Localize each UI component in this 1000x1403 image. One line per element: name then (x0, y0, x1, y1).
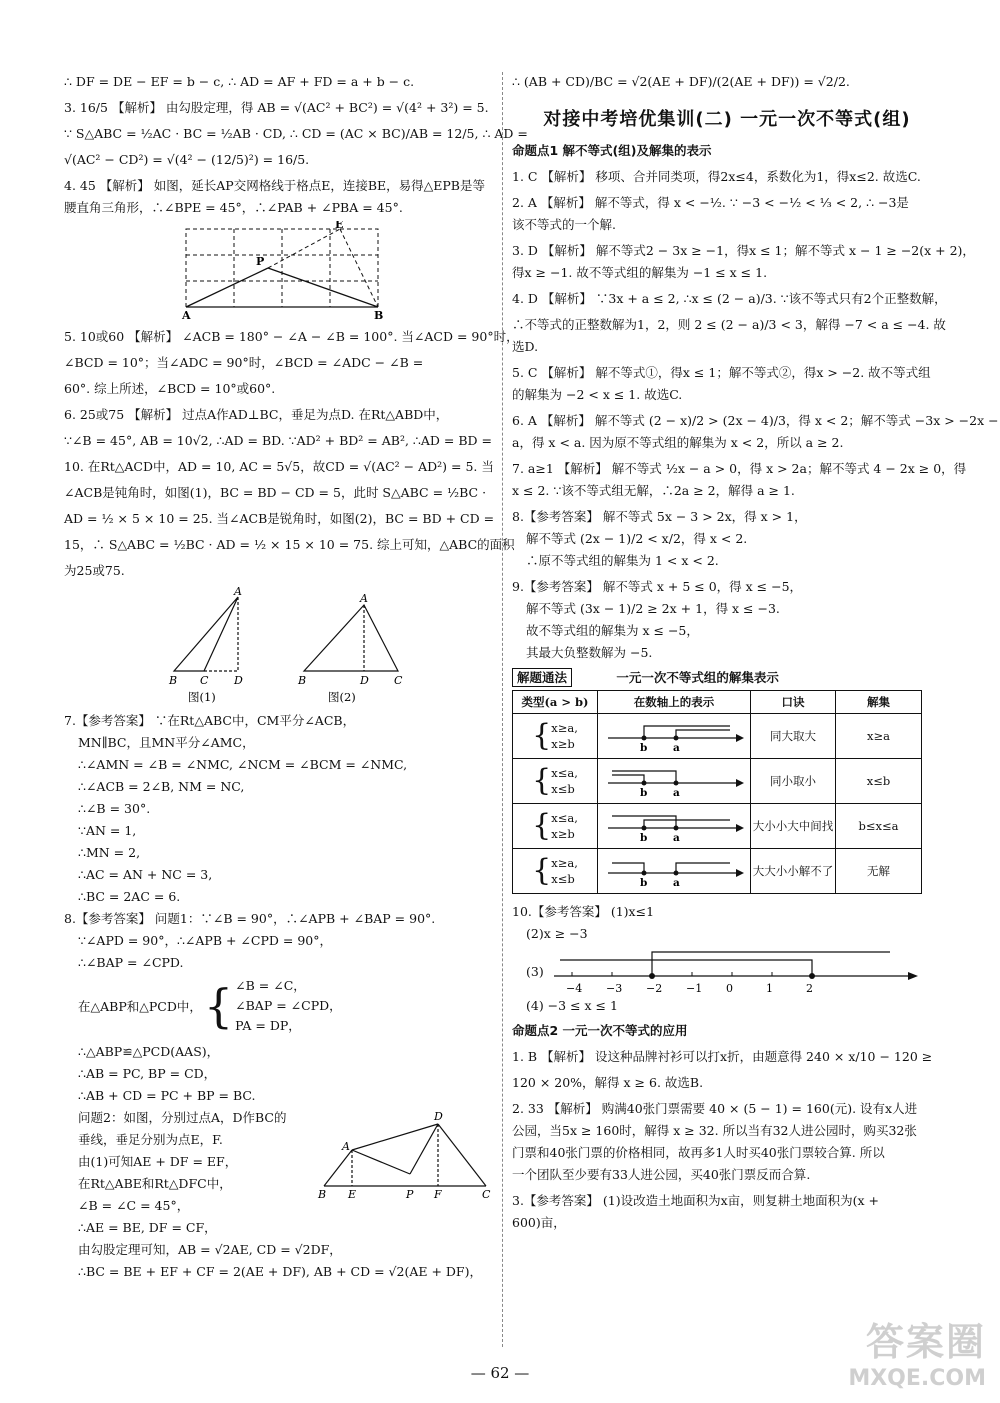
table-row (513, 714, 922, 759)
item-line: 解不等式 (3x − 1)/2 ≥ 2x + 1，得 x ≤ −3. (526, 601, 780, 616)
fig1-label-c: C (200, 674, 209, 687)
table-header: 解集 (836, 691, 922, 714)
watermark-cn: 答案圈 (865, 1320, 986, 1364)
q8-line: 垂线，垂足分别为点E，F. (78, 1132, 223, 1147)
app-line: 2. 33 【解析】 购满40张门票需要 40 × (5 − 1) = 160(元). 设有x人进 (512, 1101, 918, 1116)
q3-line: √(AC² − CD²) = √(4² − (12/5)²) = 16/5. (64, 152, 310, 167)
q8-line: 8.【参考答案】 问题1：∵∠B = 90°，∴∠APB + ∠BAP = 90°. (64, 911, 436, 926)
set-cell: 无解 (836, 849, 922, 894)
fig2-caption: 图(2) (328, 690, 356, 704)
app-line: 门票和40张门票的价格相同，故再多1人时买40张门票较合算. 所以 (512, 1145, 885, 1160)
label-a: a (673, 741, 680, 754)
methods-header (512, 668, 942, 686)
q8-line: ∴∠BAP = ∠CPD. (78, 955, 184, 970)
q8-system (64, 976, 492, 1036)
item-line: 3. D 【解析】 解不等式2 − 3x ≥ −1，得x ≤ 1；解不等式 x − 1 ≥ −2(x + 2)， (512, 243, 975, 258)
label-e: E (335, 221, 344, 231)
grid-figure-q4 (64, 221, 492, 321)
q8-line: ∴AB = PC, BP = CD， (78, 1066, 217, 1081)
trapezoid-figure-q8 (314, 1100, 494, 1200)
item-line: 该不等式的一个解. (512, 217, 616, 232)
label-e: E (348, 1188, 357, 1200)
sys-cond: x≥a, (551, 856, 578, 870)
q5-block (64, 327, 519, 398)
q10-line: (2)x ≥ −3 (526, 926, 588, 941)
rule-cell: 大大小小解不了 (751, 849, 836, 894)
axis-tick-label: −1 (685, 982, 702, 995)
label-p: P (256, 255, 265, 268)
app-line: 一个团队至少要有33人进公园，买40张门票反而合算. (512, 1167, 811, 1182)
q3-block (64, 98, 528, 169)
q8-line: 由(1)可知AE + DF = EF， (78, 1154, 238, 1169)
rule-cell: 大小小大中间找 (751, 804, 836, 849)
methods-box: 解题通法 (512, 668, 572, 687)
q7-line: ∴∠B = 30°. (78, 801, 151, 816)
q8-line: ∴BC = BE + EF + CF = 2(AE + DF), AB + CD = √2(AE + DF)， (78, 1264, 482, 1279)
table-header: 口诀 (751, 691, 836, 714)
q4-block (64, 176, 492, 217)
brace-icon: { (532, 853, 552, 888)
triangle-figures-q6 (64, 587, 492, 705)
q8-line: ∵∠APD = 90°，∴∠APB + ∠CPD = 90°， (78, 933, 332, 948)
column-divider (502, 72, 503, 1347)
fig2-label-a: A (360, 592, 368, 605)
q10-block (512, 902, 942, 1015)
q3-line: 3. 16/5 【解析】 由勾股定理，得 AB = √(AC² + BC²) = √(4² + 3²) = 5. (64, 100, 489, 115)
q8-line: 由勾股定理可知，AB = √2AE, CD = √2DF， (78, 1242, 342, 1257)
label-a: a (673, 786, 680, 799)
sys-cond: x≥b (551, 737, 575, 751)
q8-cond: ∠B = ∠C， (235, 978, 306, 993)
section-title: 对接中考培优集训(二) 一元一次不等式(组) (543, 109, 911, 130)
table-header: 在数轴上的表示 (598, 691, 751, 714)
watermark-url: MXQE.COM (848, 1366, 986, 1391)
item-line: 故不等式组的解集为 x ≤ −5， (526, 623, 699, 638)
q6-line: 10. 在Rt△ACD中，AD = 10, AC = 5√5，故CD = √(AC² − AD²) = 5. 当 (64, 459, 494, 474)
table-row (513, 759, 922, 804)
label-b: b (640, 876, 648, 889)
set-cell: b≤x≤a (836, 804, 922, 849)
q6-line: ∠ACB是钝角时，如图(1)，BC = BD − CD = 5，此时 S△ABC = ½BC · (64, 485, 487, 500)
q10-line: (4) −3 ≤ x ≤ 1 (526, 998, 618, 1013)
fig2-label-b: B (298, 674, 307, 687)
fig1-caption: 图(1) (188, 690, 216, 704)
axis-tick-label: −3 (605, 982, 622, 995)
q7-line: ∴AC = AN + NC = 3, (78, 867, 213, 882)
item-line: 4. D 【解析】 ∵3x + a ≤ 2, ∴x ≤ (2 − a)/3. ∵该不等式只有2个正整数解， (512, 291, 947, 306)
label-p: P (406, 1188, 414, 1200)
brace-icon: { (203, 979, 234, 1033)
sys-cond: x≥a, (551, 721, 578, 735)
label-f: F (434, 1188, 442, 1200)
right-top-line: ∴ (AB + CD)/BC = √2(AE + DF)/(2(AE + DF)) = √2/2. (512, 74, 850, 89)
q3-line: ∵ S△ABC = ½AC · BC = ½AB · CD, ∴ CD = (AC × BC)/AB = 12/5, ∴ AD = (64, 126, 528, 141)
numberline-diagram (604, 761, 744, 799)
q7-line: ∴∠ACB = 2∠B, NM = NC, (78, 779, 245, 794)
q8-line: 在Rt△ABE和Rt△DFC中， (78, 1176, 232, 1191)
item-line: 6. A 【解析】 解不等式 (2 − x)/2 > (2x − 4)/3，得 x < 2；解不等式 −3x > −2x − (512, 413, 999, 428)
solution-table (512, 690, 922, 894)
q4-line: 腰直角三角形，∴∠BPE = 45°，∴∠PAB + ∠PBA = 45°. (64, 200, 403, 215)
fig2-label-d: D (360, 674, 369, 687)
q8-line: ∴AB + CD = PC + BP = BC. (78, 1088, 256, 1103)
set-cell: x≤b (836, 759, 922, 804)
q7-line: ∴BC = 2AC = 6. (78, 889, 181, 904)
app-line: 600)亩， (512, 1215, 566, 1230)
q8-block (64, 909, 492, 1281)
line-df: ∴ DF = DE − EF = b − c, ∴ AD = AF + FD = a + b − c. (64, 74, 415, 89)
fig1-label-b: B (169, 674, 178, 687)
point2-heading: 命题点2 一元一次不等式的应用 (512, 1023, 688, 1038)
axis-tick-label: 2 (805, 982, 813, 995)
brace-icon: { (532, 718, 552, 753)
q10-line: 10.【参考答案】 (1)x≤1 (512, 904, 655, 919)
item-line: ∴不等式的正整数解为1，2，则 2 ≤ (2 − a)/3 < 3，解得 −7 < a ≤ −4. 故 (512, 317, 946, 332)
q6-line: ∵∠B = 45°, AB = 10√2, ∴AD = BD. ∵AD² + BD² = AB², ∴AD = BD = (64, 433, 492, 448)
item-line: 8.【参考答案】 解不等式 5x − 3 > 2x，得 x > 1， (512, 509, 807, 524)
brace-icon: { (532, 763, 552, 798)
sys-cond: x≤b (551, 782, 575, 796)
item-line: 2. A 【解析】 解不等式，得 x < −½. ∵ −3 < −½ < ⅓ < 2, ∴ −3是 (512, 195, 909, 210)
methods-title: 一元一次不等式组的解集表示 (616, 670, 779, 685)
label-b: B (318, 1188, 327, 1200)
q6-line: 6. 25或75 【解析】 过点A作AD⊥BC，垂足为点D. 在Rt△ABD中， (64, 407, 449, 422)
app-line: 公园，当5x ≥ 160时，解得 x ≥ 32. 所以当有32人进公园时，购买32张 (512, 1123, 917, 1138)
page-number: — 62 — (470, 1364, 530, 1382)
axis-tick-label: 1 (765, 982, 773, 995)
app-line: 3.【参考答案】 (1)设改造土地面积为x亩，则复耕土地面积为(x + (512, 1193, 880, 1208)
app-line: 1. B 【解析】 设这种品牌衬衫可以打x折，由题意得 240 × x/10 − 120 ≥ (512, 1049, 933, 1064)
number-line-q10 (550, 946, 920, 996)
label-c: C (482, 1188, 491, 1200)
item-line: 7. a≥1 【解析】 解不等式 ½x − a > 0，得 x > 2a；解不等式 4 − 2x ≥ 0，得 (512, 461, 967, 476)
label-a: A (182, 309, 191, 321)
sys-cond: x≤a, (551, 766, 578, 780)
label-a: A (342, 1140, 350, 1153)
item-line: 5. C 【解析】 解不等式①，得x ≤ 1；解不等式②，得x > −2. 故不等式组 (512, 365, 931, 380)
fig1-label-a: A (234, 587, 242, 598)
item-line: ∴原不等式组的解集为 1 < x < 2. (526, 553, 719, 568)
q6-line: 15，∴ S△ABC = ½BC · AD = ½ × 15 × 10 = 75. 综上可知，△ABC的面积 (64, 537, 515, 552)
q8-line: ∴△ABP≌△PCD(AAS)， (78, 1044, 220, 1059)
item-line: 得x ≥ −1. 故不等式组的解集为 −1 ≤ x ≤ 1. (512, 265, 768, 280)
rule-cell: 同小取小 (751, 759, 836, 804)
label-a: a (673, 831, 680, 844)
item-line: 其最大负整数解为 −5. (526, 645, 653, 660)
axis-tick-label: 0 (725, 982, 733, 995)
set-cell: x≥a (836, 714, 922, 759)
watermark (848, 1311, 986, 1391)
fig2-label-c: C (394, 674, 403, 687)
table-row (513, 804, 922, 849)
fig1-label-d: D (234, 674, 243, 687)
q8-line: ∴AE = BE, DF = CF， (78, 1220, 217, 1235)
table-row (513, 849, 922, 894)
q10-line: (3) (526, 963, 544, 979)
q7-line: ∵AN = 1, (78, 823, 137, 838)
axis-tick-label: −4 (565, 982, 582, 995)
item-line: 1. C 【解析】 移项、合并同类项，得2x≤4，系数化为1，得x≤2. 故选C. (512, 169, 921, 184)
right-column (512, 72, 999, 1239)
label-b: b (640, 786, 648, 799)
q7-line: ∴∠AMN = ∠B = ∠NMC, ∠NCM = ∠BCM = ∠NMC, (78, 757, 408, 772)
q8-line: ∠B = ∠C = 45°， (78, 1198, 190, 1213)
q5-line: ∠BCD = 10°；当∠ADC = 90°时，∠BCD = ∠ADC − ∠B = (64, 355, 424, 370)
label-b: B (374, 309, 384, 321)
label-b: b (640, 831, 648, 844)
q7-line: MN∥BC，且MN平分∠AMC， (78, 735, 255, 750)
q5-line: 60°. 综上所述，∠BCD = 10°或60°. (64, 381, 276, 396)
item-line: a，得 x < a. 因为原不等式组的解集为 x < 2，所以 a ≥ 2. (512, 435, 844, 450)
table-header: 类型(a > b) (513, 691, 598, 714)
app-line: 120 × 20%，解得 x ≥ 6. 故选B. (512, 1075, 704, 1090)
rule-cell: 同大取大 (751, 714, 836, 759)
q8-system-pre: 在△ABP和△PCD中， (78, 999, 202, 1014)
q7-line: ∴MN = 2, (78, 845, 141, 860)
q8-line: 问题2：如图，分别过点A，D作BC的 (78, 1110, 287, 1125)
point1-items (512, 167, 999, 662)
q7-line: 7.【参考答案】 ∵在Rt△ABC中，CM平分∠ACB， (64, 713, 356, 728)
q7-block (64, 711, 492, 906)
item-line: 选D. (512, 339, 539, 354)
numberline-diagram (604, 806, 744, 844)
q6-line: AD = ½ × 5 × 10 = 25. 当∠ACB是锐角时，如图(2)，BC = BD + CD = (64, 511, 495, 526)
brace-icon: { (532, 808, 552, 843)
item-line: 解不等式 (2x − 1)/2 < x/2，得 x < 2. (526, 531, 748, 546)
q8-cond: PA = DP， (235, 1018, 301, 1033)
item-line: 的解集为 −2 < x ≤ 1. 故选C. (512, 387, 683, 402)
numberline-diagram (604, 851, 744, 889)
q6-block (64, 405, 515, 580)
q8-cond: ∠BAP = ∠CPD， (235, 998, 342, 1013)
item-line: 9.【参考答案】 解不等式 x + 5 ≤ 0，得 x ≤ −5， (512, 579, 803, 594)
point2-items (512, 1047, 942, 1232)
point1-heading: 命题点1 解不等式(组)及解集的表示 (512, 143, 712, 158)
sys-cond: x≤b (551, 872, 575, 886)
sys-cond: x≥b (551, 827, 575, 841)
label-b: b (640, 741, 648, 754)
q6-line: 为25或75. (64, 563, 125, 578)
q4-line: 4. 45 【解析】 如图，延长AP交网格线于格点E，连接BE，易得△EPB是等 (64, 178, 485, 193)
sys-cond: x≤a, (551, 811, 578, 825)
label-a: a (673, 876, 680, 889)
axis-tick-label: −2 (645, 982, 662, 995)
item-line: x ≤ 2. ∵该不等式组无解，∴2a ≥ 2，解得 a ≥ 1. (512, 483, 795, 498)
label-d: D (434, 1110, 443, 1123)
numberline-diagram (604, 716, 744, 754)
q5-line: 5. 10或60 【解析】 ∠ACB = 180° − ∠A − ∠B = 100°. 当∠ACD = 90°时， (64, 329, 519, 344)
